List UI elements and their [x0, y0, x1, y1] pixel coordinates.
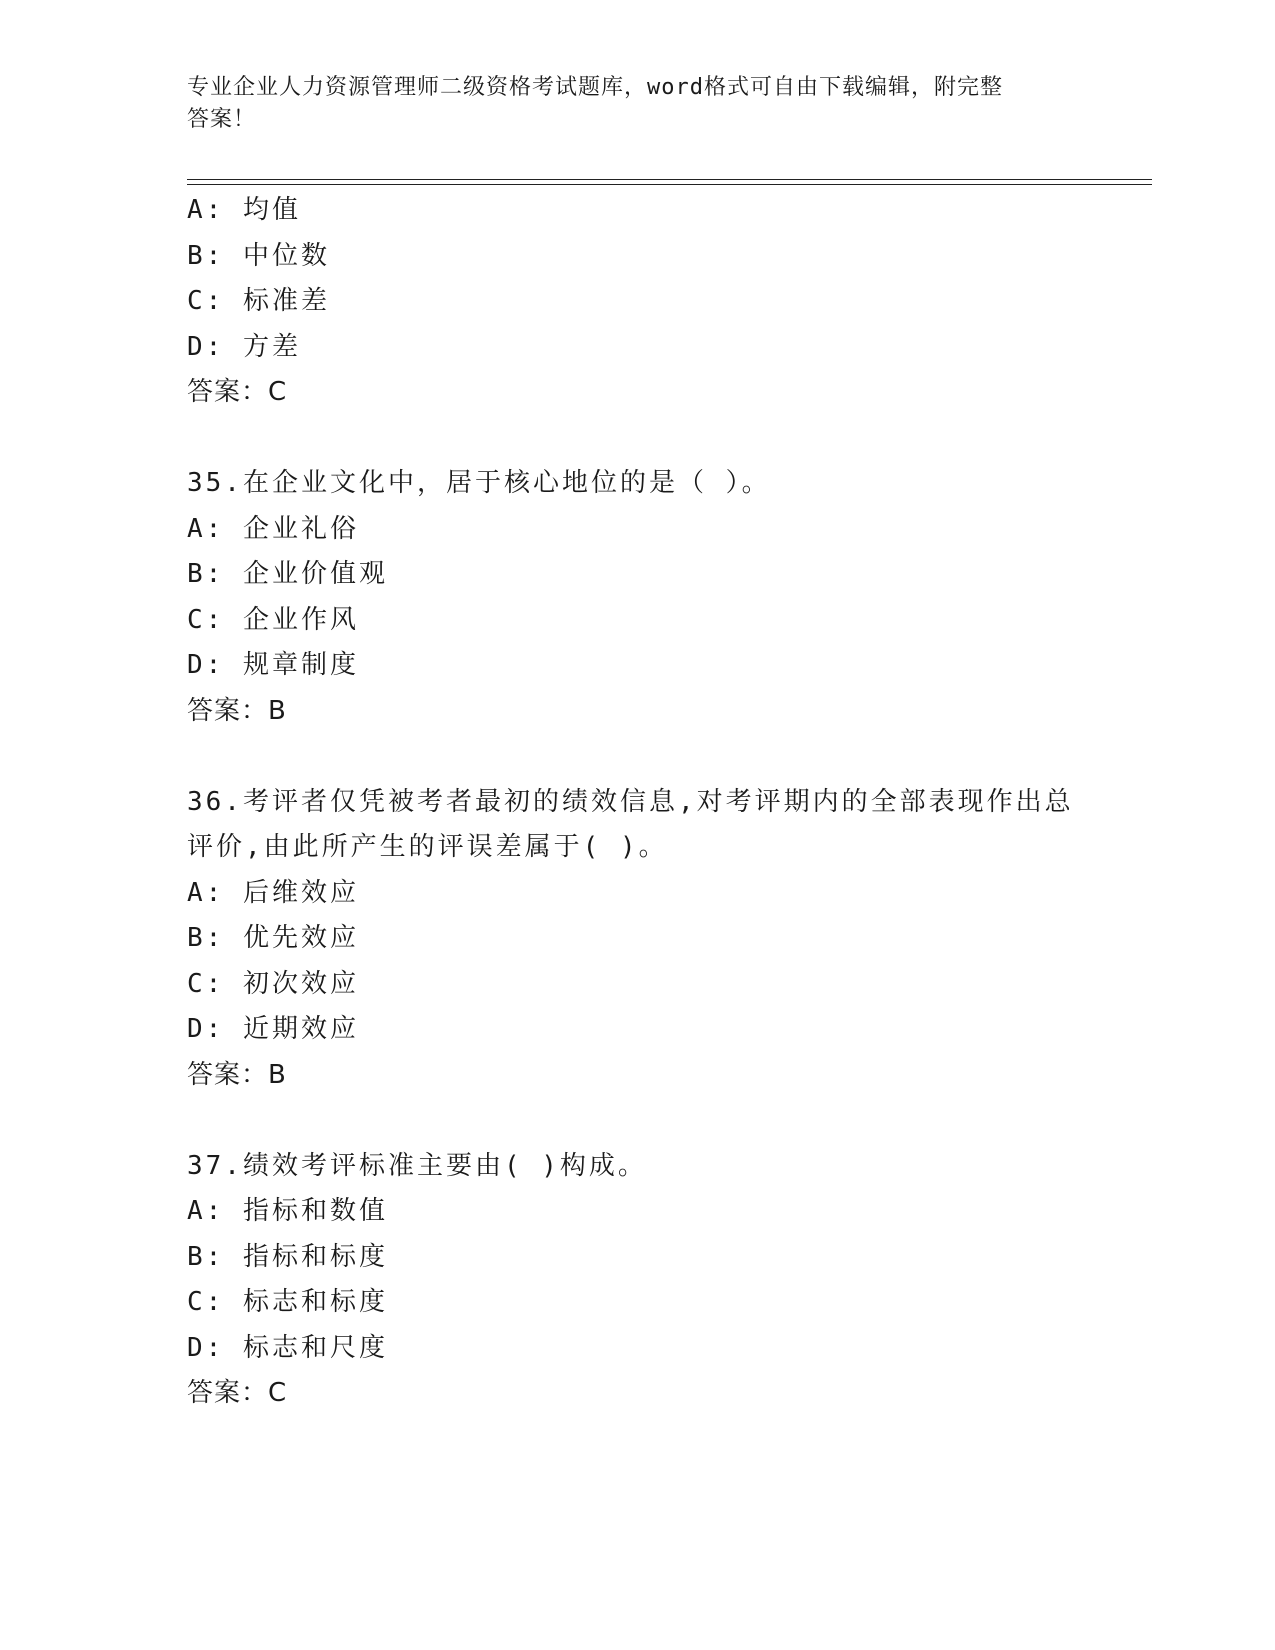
header-line-1: 专业企业人力资源管理师二级资格考试题库，word格式可自由下载编辑，附完整 [187, 75, 1003, 100]
option-d: D: 标志和尺度 [187, 1332, 388, 1363]
option-c: C: 初次效应 [187, 968, 359, 999]
answer: 答案：B [187, 1059, 287, 1090]
option-d: D: 方差 [187, 331, 301, 362]
option-a: A: 均值 [187, 195, 301, 225]
question-stem: 35.在企业文化中，居于核心地位的是（ ）。 [187, 468, 771, 498]
option-c: C: 企业作风 [187, 604, 359, 635]
option-b: B: 中位数 [187, 240, 330, 271]
question-stem-line-2: 评价,由此所产生的评误差属于( )。 [187, 832, 668, 862]
question-34 [187, 188, 1087, 416]
header-line-2: 答案！ [187, 107, 257, 132]
question-list [187, 188, 1087, 1417]
option-b: B: 企业价值观 [187, 559, 388, 589]
option-c: C: 标准差 [187, 286, 330, 316]
spacer [187, 1098, 1087, 1144]
option-d: D: 近期效应 [187, 1014, 359, 1044]
spacer [187, 734, 1087, 780]
answer: 答案：C [187, 1378, 288, 1408]
header-divider-bottom [187, 184, 1152, 185]
answer: 答案：B [187, 695, 287, 726]
header-divider-top [187, 179, 1152, 180]
answer: 答案：C [187, 377, 288, 407]
option-c: C: 标志和标度 [187, 1287, 388, 1317]
question-stem-line-1: 36.考评者仅凭被考者最初的绩效信息,对考评期内的全部表现作出总 [187, 786, 1074, 817]
option-a: A: 企业礼俗 [187, 513, 359, 544]
question-36 [187, 780, 1087, 1099]
option-d: D: 规章制度 [187, 650, 359, 680]
question-stem: 37.绩效考评标准主要由( )构成。 [187, 1150, 647, 1181]
option-a: A: 指标和数值 [187, 1196, 388, 1226]
question-37 [187, 1144, 1087, 1417]
option-b: B: 指标和标度 [187, 1241, 388, 1272]
question-35 [187, 461, 1087, 734]
option-b: B: 优先效应 [187, 923, 359, 953]
option-a: A: 后维效应 [187, 877, 359, 908]
spacer [187, 416, 1087, 462]
document-header [187, 72, 1077, 136]
